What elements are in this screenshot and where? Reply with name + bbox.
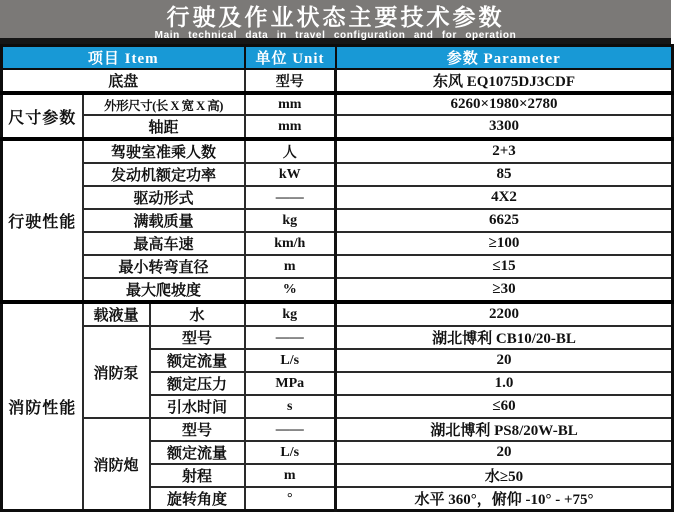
subgroup-label-cannon: 消防炮 [83,418,150,511]
table-row-chassis [2,69,673,93]
group-label-firefighting: 消防性能 [2,302,83,511]
cell-value: 水平 360°，俯仰 -10° - +75° [336,487,673,511]
table-row [2,302,673,326]
cell-unit: L/s [245,349,336,372]
title-bar [0,0,671,44]
cell-unit: —— [245,186,336,209]
cell-unit: m [245,464,336,487]
cell-item: 轴距 [83,115,245,139]
cell-unit: kg [245,302,336,326]
cell-value: ≥30 [336,278,673,302]
cell-unit: km/h [245,232,336,255]
cell-item: 型号 [150,326,245,349]
page-title: 行驶及作业状态主要技术参数 [166,4,505,30]
cell-item: 引水时间 [150,395,245,418]
cell-item: 最高车速 [83,232,245,255]
cell-value: 6260×1980×2780 [336,93,673,115]
cell-item: 额定流量 [150,349,245,372]
table-row [2,93,673,115]
cell-item: 型号 [150,418,245,441]
cell-item: 旋转角度 [150,487,245,511]
table-row [2,255,673,278]
cell-item: 驱动形式 [83,186,245,209]
cell-unit: mm [245,93,336,115]
spec-table [0,44,674,512]
cell-unit: ° [245,487,336,511]
cell-value: 20 [336,441,673,464]
cell-value: 85 [336,163,673,186]
group-label-dimensions: 尺寸参数 [2,93,83,139]
cell-value: 2200 [336,302,673,326]
table-row [2,209,673,232]
col-header-parameter: 参数 Parameter [336,46,673,70]
cell-unit: —— [245,418,336,441]
table-row [2,163,673,186]
cell-value: 水≥50 [336,464,673,487]
cell-value: 湖北博利 CB10/20-BL [336,326,673,349]
cell-value: 2+3 [336,139,673,163]
table-row [2,115,673,139]
cell-item: 额定流量 [150,441,245,464]
table-row [2,326,673,349]
cell-unit: 人 [245,139,336,163]
cell-unit: 型号 [245,69,336,93]
subgroup-label-pump: 消防泵 [83,326,150,418]
cell-item: 底盘 [2,69,245,93]
subgroup-label-liquid: 载液量 [83,302,150,326]
cell-unit: kW [245,163,336,186]
table-row [2,186,673,209]
cell-value: 湖北博利 PS8/20W-BL [336,418,673,441]
cell-value: 1.0 [336,372,673,395]
col-header-item: 项目 Item [2,46,245,70]
cell-item: 最小转弯直径 [83,255,245,278]
cell-value: ≥100 [336,232,673,255]
cell-item: 驾驶室准乘人数 [83,139,245,163]
col-header-unit: 单位 Unit [245,46,336,70]
table-row [2,278,673,302]
cell-value: ≤15 [336,255,673,278]
cell-unit: MPa [245,372,336,395]
cell-item: 发动机额定功率 [83,163,245,186]
cell-unit: s [245,395,336,418]
cell-item: 射程 [150,464,245,487]
cell-item: 外形尺寸(长 X 宽 X 高) [83,93,245,115]
table-header-row [2,46,673,70]
cell-value: ≤60 [336,395,673,418]
cell-item: 水 [150,302,245,326]
cell-value: 6625 [336,209,673,232]
cell-item: 额定压力 [150,372,245,395]
cell-unit: % [245,278,336,302]
cell-value: 3300 [336,115,673,139]
cell-value: 4X2 [336,186,673,209]
table-row [2,418,673,441]
cell-item: 最大爬坡度 [83,278,245,302]
cell-unit: —— [245,326,336,349]
cell-value: 东风 EQ1075DJ3CDF [336,69,673,93]
table-row [2,232,673,255]
group-label-driving: 行驶性能 [2,139,83,302]
cell-unit: m [245,255,336,278]
cell-unit: kg [245,209,336,232]
page-subtitle: Main technical data in travel configuration and for operation [154,30,517,41]
cell-unit: L/s [245,441,336,464]
cell-value: 20 [336,349,673,372]
cell-unit: mm [245,115,336,139]
cell-item: 满载质量 [83,209,245,232]
table-row [2,139,673,163]
